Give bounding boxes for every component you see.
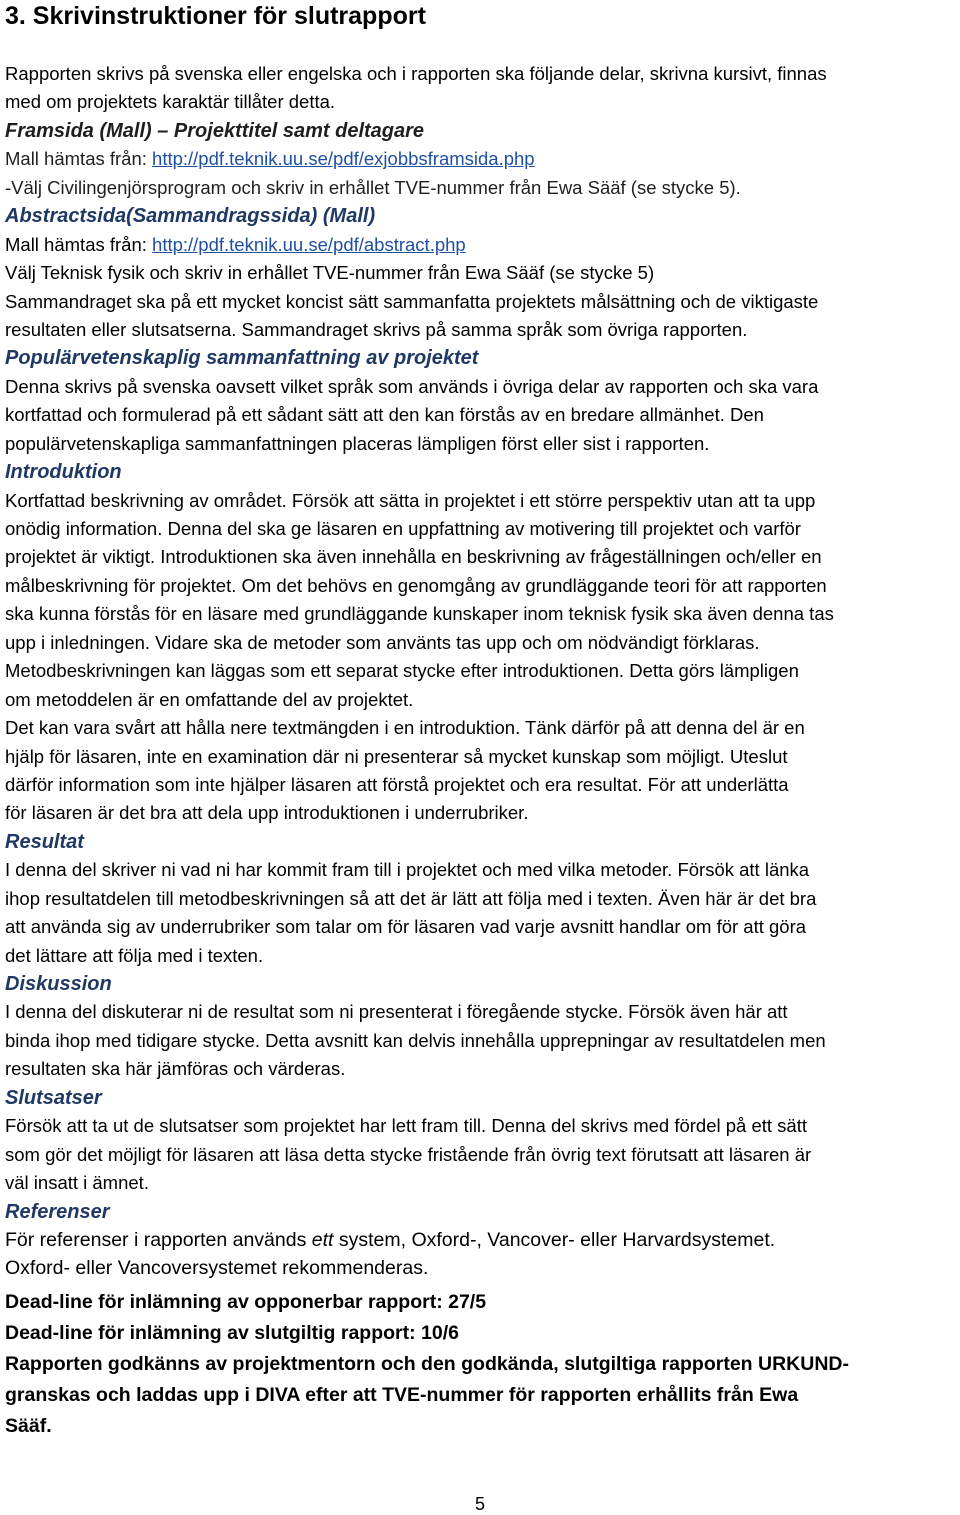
conclusions-line: Försök att ta ut de slutsatser som projektet har lett fram till. Denna del skrivs med fördel på ett sätt — [5, 1115, 808, 1137]
introduction-line: onödig information. Denna del ska ge läsaren en uppfattning av motivering till projektet och varför — [5, 518, 801, 539]
popular-heading: Populärvetenskaplig sammanfattning av projektet — [5, 347, 479, 370]
deadline-slutgiltig: Dead-line för inlämning av slutgiltig rapport: 10/6 — [5, 1321, 459, 1344]
introduction-line: Det kan vara svårt att hålla nere textmängden i en introduktion. Tänk därför på att denna del är en — [5, 717, 805, 739]
deadline-opponerbar: Dead-line för inlämning av opponerbar rapport: 27/5 — [5, 1290, 487, 1313]
discussion-line: I denna del diskuterar ni de resultat som ni presenterat i föregående stycke. Försök även här att — [5, 1001, 788, 1023]
intro-line-1: Rapporten skrivs på svenska eller engelska och i rapporten ska följande delar, skrivna kursivt, finnas — [5, 63, 827, 84]
framsida-heading: Framsida (Mall) – Projekttitel samt deltagare — [5, 119, 425, 142]
discussion-heading: Diskussion — [5, 973, 112, 995]
results-line: det lättare att följa med i texten. — [5, 944, 264, 966]
references-heading: Referenser — [5, 1200, 110, 1223]
discussion-line: resultaten ska här jämföras och värderas. — [5, 1058, 346, 1080]
abstract-link-prefix: Mall hämtas från: — [5, 233, 153, 255]
introduction-line: Kortfattad beskrivning av området. Försök att sätta in projektet i ett större perspektiv utan att ta upp — [5, 489, 816, 511]
introduction-line: därför information som inte hjälper läsaren att förstå projektet och era resultat. För att underlätta — [5, 773, 789, 795]
framsida-note: -Välj Civilingenjörsprogram och skriv in erhållet TVE-nummer från Ewa Sääf (se stycke 5). — [5, 176, 741, 198]
abstract-link[interactable]: http://pdf.teknik.uu.se/pdf/abstract.php — [152, 233, 466, 255]
references-text-pre: För referenser i rapporten används — [5, 1228, 312, 1251]
page-number: 5 — [474, 1494, 485, 1514]
results-line: I denna del skriver ni vad ni har kommit fram till i projektet och med vilka metoder. Försök att länka — [5, 859, 810, 881]
references-text-em: ett — [311, 1228, 334, 1251]
introduction-line: upp i inledningen. Vidare ska de metoder som använts tas upp och om nödvändigt förklaras. — [5, 631, 760, 653]
results-line: ihop resultatdelen till metodbeskrivningen så att det är lätt att följa med i texten. Även här är det bra — [5, 887, 817, 909]
introduction-line: målbeskrivning för projektet. Om det behövs en genomgång av grundläggande teori för att rapporten — [5, 574, 827, 596]
abstract-line: Välj Teknisk fysik och skriv in erhållet TVE-nummer från Ewa Sääf (se stycke 5) — [5, 262, 655, 284]
abstract-line: resultaten eller slutsatserna. Sammandraget skrivs på samma språk som övriga rapporten. — [5, 318, 748, 340]
final-note-line: granskas och laddas upp i DIVA efter att TVE-nummer för rapporten erhållits från Ewa — [5, 1383, 799, 1406]
conclusions-heading: Slutsatser — [5, 1086, 102, 1109]
conclusions-line: som gör det möjligt för läsaren att läsa detta stycke fristående från övrig text förutsatt att läsaren är — [5, 1143, 812, 1165]
intro-line-2: med om projektets karaktär tillåter detta. — [5, 91, 336, 113]
final-note-line: Sääf. — [5, 1414, 52, 1437]
final-note-line: Rapporten godkänns av projektmentorn och den godkända, slutgiltiga rapporten URKUND- — [5, 1352, 849, 1375]
section-heading: 3. Skrivinstruktioner för slutrapport — [5, 2, 426, 30]
results-heading: Resultat — [5, 830, 84, 853]
introduction-line: hjälp för läsaren, inte en examination där ni presenterar så mycket kunskap som möjligt. Uteslut — [5, 745, 788, 767]
introduction-line: för läsaren är det bra att dela upp introduktionen i underrubriker. — [5, 802, 529, 824]
results-line: att använda sig av underrubriker som talar om för läsaren vad varje avsnitt handlar om för att göra — [5, 916, 807, 938]
introduction-heading: Introduktion — [5, 461, 122, 484]
document-body — [5, 60, 955, 1442]
popular-line: Denna skrivs på svenska oavsett vilket språk som används i övriga delar av rapporten och ska vara — [5, 375, 819, 397]
references-line-1 — [5, 1226, 955, 1254]
references-line-2: Oxford- eller Vancoversystemet rekommenderas. — [5, 1257, 429, 1280]
popular-line: kortfattad och formulerad på ett sådant sätt att den kan förstås av en bredare allmänhet. Den — [5, 404, 764, 426]
conclusions-line: väl insatt i ämnet. — [5, 1172, 149, 1194]
introduction-line: Metodbeskrivningen kan läggas som ett separat stycke efter introduktionen. Detta görs lämpligen — [5, 660, 799, 682]
framsida-link[interactable]: http://pdf.teknik.uu.se/pdf/exjobbsframsida.php — [152, 148, 535, 170]
abstract-link-line — [5, 231, 955, 259]
abstract-heading: Abstractsida(Sammandragssida) (Mall) — [5, 205, 376, 228]
introduction-line: projektet är viktigt. Introduktionen ska även innehålla en beskrivning av frågeställningen och/eller en — [5, 546, 822, 568]
discussion-line: binda ihop med tidigare stycke. Detta avsnitt kan delvis innehålla upprepningar av resultatdelen men — [5, 1029, 826, 1051]
introduction-line: ska kunna förstås för en läsare med grundläggande kunskaper inom teknisk fysik ska även denna tas — [5, 603, 834, 625]
framsida-link-line — [5, 145, 955, 173]
abstract-line: Sammandraget ska på ett mycket koncist sätt sammanfatta projektets målsättning och de viktigaste — [5, 290, 819, 312]
framsida-link-prefix: Mall hämtas från: — [5, 148, 153, 170]
references-text-post: system, Oxford-, Vancover- eller Harvardsystemet. — [333, 1228, 776, 1251]
popular-line: populärvetenskapliga sammanfattningen placeras lämpligen först eller sist i rapporten. — [5, 432, 710, 454]
introduction-line: om metoddelen är en omfattande del av projektet. — [5, 688, 414, 710]
